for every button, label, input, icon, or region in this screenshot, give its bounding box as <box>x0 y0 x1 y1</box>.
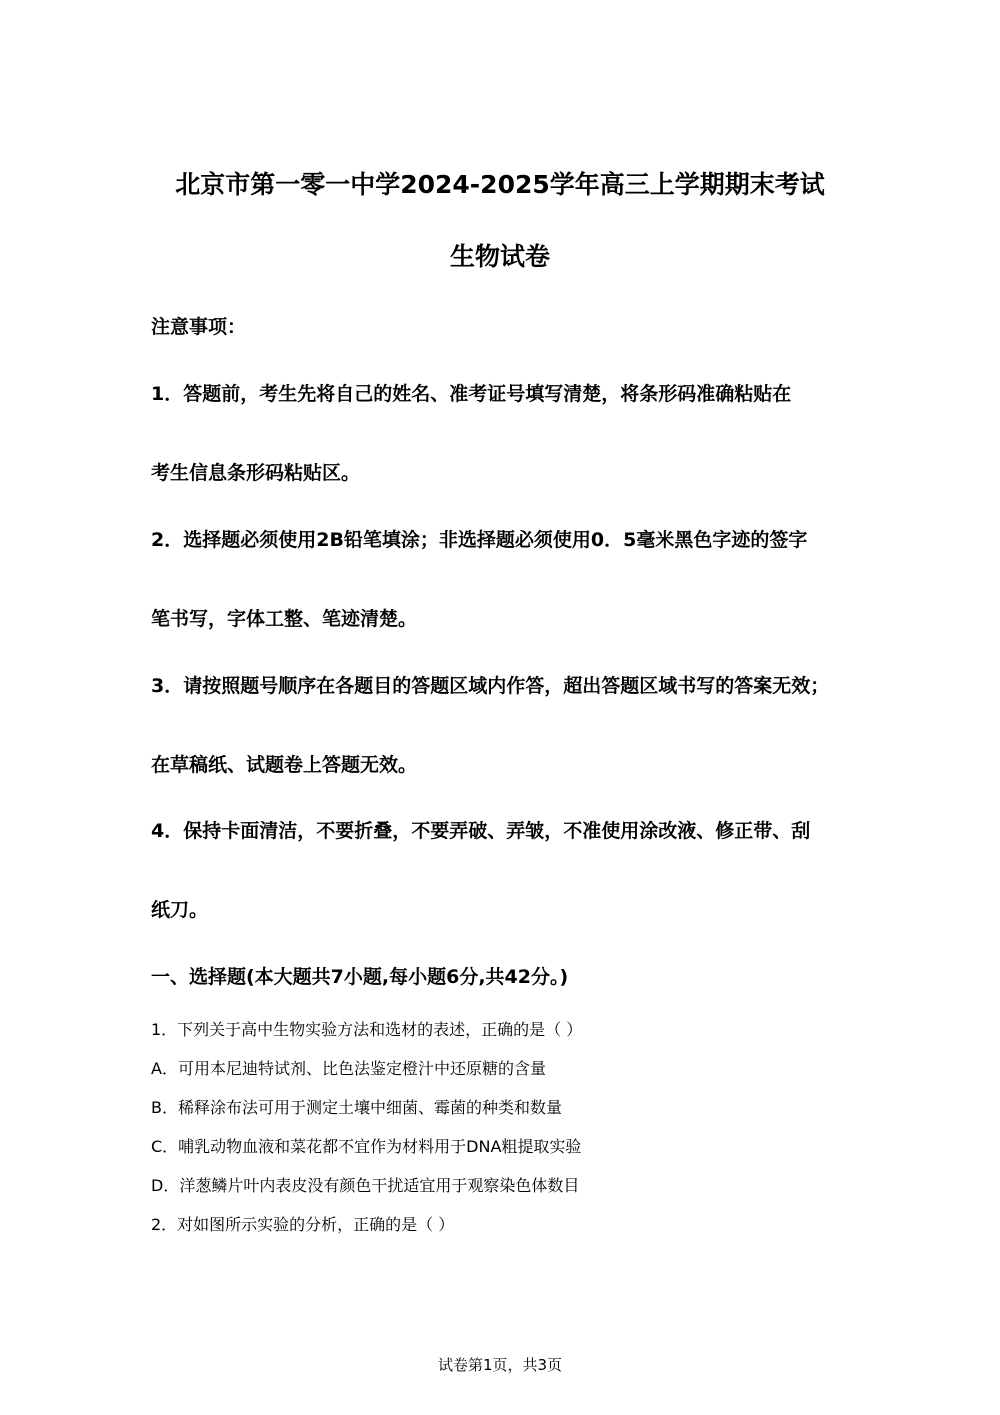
notice-item-2-line-1: 2．选择题必须使用2B铅笔填涂；非选择题必须使用0．5毫米黑色字迹的签字 <box>151 529 808 551</box>
document-title: 北京市第一零一中学2024-2025学年高三上学期期末考试 <box>175 170 825 199</box>
question-2-stem: 2．对如图所示实验的分析，正确的是（ ） <box>151 1215 455 1234</box>
notice-item-1-line-2: 考生信息条形码粘贴区。 <box>151 462 361 484</box>
section-heading: 一、选择题(本大题共7小题,每小题6分,共42分。) <box>151 966 569 988</box>
notice-item-2-line-2: 笔书写，字体工整、笔迹清楚。 <box>151 608 418 630</box>
question-1-option-c: C．哺乳动物血液和菜花都不宜作为材料用于DNA粗提取实验 <box>151 1137 582 1156</box>
notice-heading: 注意事项： <box>151 316 247 338</box>
question-1-option-b: B．稀释涂布法可用于测定土壤中细菌、霉菌的种类和数量 <box>151 1098 562 1117</box>
notice-item-3-line-1: 3．请按照题号顺序在各题目的答题区域内作答，超出答题区域书写的答案无效； <box>151 675 830 697</box>
question-1-stem: 1．下列关于高中生物实验方法和选材的表述，正确的是（ ） <box>151 1020 583 1039</box>
question-1-option-a: A．可用本尼迪特试剂、比色法鉴定橙汁中还原糖的含量 <box>151 1059 546 1078</box>
page-footer: 试卷第1页，共3页 <box>437 1356 563 1374</box>
document-subtitle: 生物试卷 <box>449 242 550 271</box>
notice-item-4-line-2: 纸刀。 <box>151 899 209 921</box>
notice-item-3-line-2: 在草稿纸、试题卷上答题无效。 <box>151 754 418 776</box>
question-1-option-d: D．洋葱鳞片叶内表皮没有颜色干扰适宜用于观察染色体数目 <box>151 1176 580 1195</box>
notice-item-1-line-1: 1．答题前，考生先将自己的姓名、准考证号填写清楚，将条形码准确粘贴在 <box>151 383 792 405</box>
notice-item-4-line-1: 4．保持卡面清洁，不要折叠，不要弄破、弄皱，不准使用涂改液、修正带、刮 <box>151 820 811 842</box>
